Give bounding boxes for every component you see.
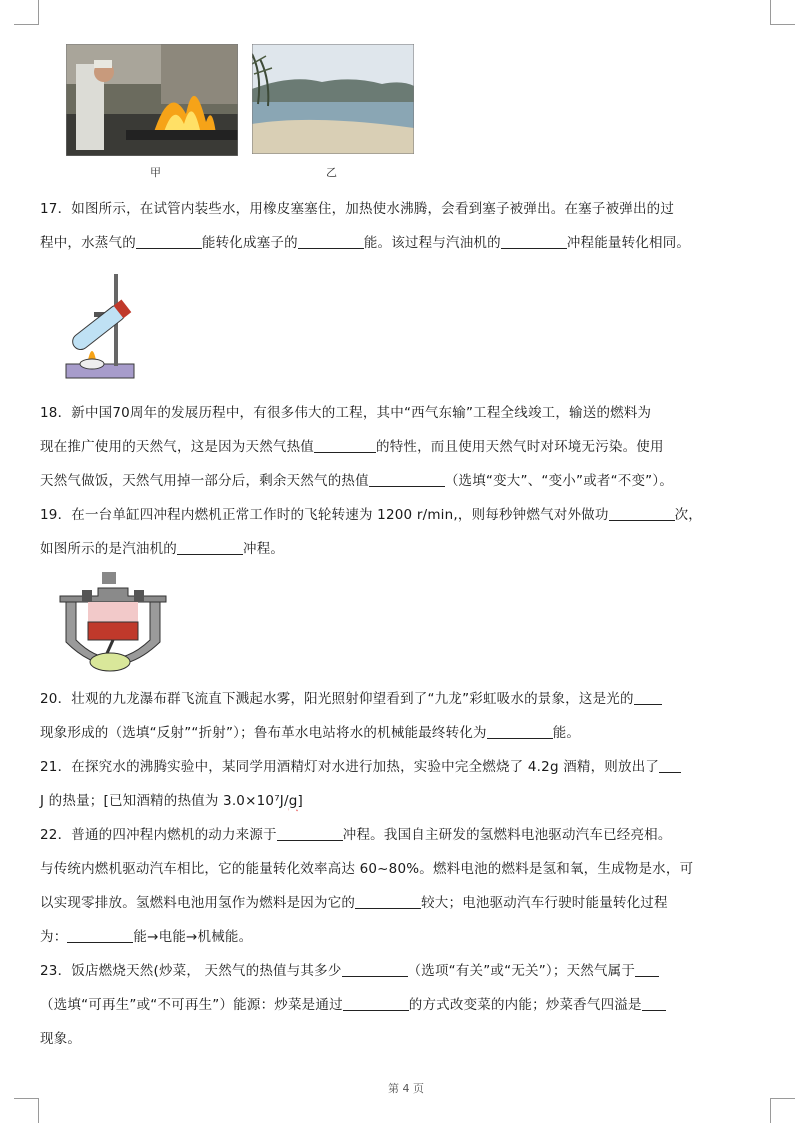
q19-text-2b: 冲程。 [243, 541, 285, 557]
q22-text-1b: 冲程。我国自主研发的氢燃料电池驱动汽车已经亮相。 [342, 827, 672, 843]
answer-blank[interactable] [635, 962, 659, 977]
q23-line-2 [40, 988, 770, 1022]
answer-blank[interactable] [501, 234, 567, 249]
q20-line-1 [40, 682, 770, 716]
q23-line-1 [40, 954, 770, 988]
q22-line-1 [40, 818, 770, 852]
q17-text-1: 17．如图所示，在试管内装些水，用橡皮塞塞住，加热使水沸腾，会看到塞子被弹出。在塞子被弹出的过 [40, 201, 675, 217]
q22-text-4a: 为： [40, 929, 68, 945]
q22-text-3a: 以实现零排放。氢燃料电池用氢作为燃料是因为它的 [40, 895, 356, 911]
page-number: 第 4 页 [388, 1082, 424, 1095]
q22-text-2: 与传统内燃机驱动汽车相比，它的能量转化效率高达 60~80%。燃料电池的燃料是氢和氧，生成物是水，可 [40, 861, 694, 877]
q18-line-1 [40, 396, 770, 430]
q21-text-2c: ] [297, 793, 303, 809]
q22-line-3 [40, 886, 770, 920]
answer-blank[interactable] [355, 894, 421, 909]
q20-text-1: 20．壮观的九龙瀑布群飞流直下溅起水雾，阳光照射仰望看到了“九龙”彩虹吸水的景象，这是光的 [40, 691, 634, 707]
q23-text-1b: （选项“有关”或“无关”）；天然气属于 [407, 963, 636, 979]
q17-line-1 [40, 192, 770, 226]
q19-line-2 [40, 532, 770, 566]
answer-blank[interactable] [277, 826, 343, 841]
answer-blank[interactable] [487, 724, 553, 739]
q23-text-3: 现象。 [40, 1031, 82, 1047]
crop-mark-top-right [770, 0, 795, 25]
answer-blank[interactable] [67, 928, 133, 943]
q21-line-2 [40, 784, 770, 818]
q18-text-3b: （选填“变大”、“变小”或者“不变”）。 [444, 473, 674, 489]
q17-line-2 [40, 226, 770, 260]
q18-line-3 [40, 464, 770, 498]
crop-mark-bottom-left [14, 1098, 39, 1123]
engine-cylinder-figure [58, 572, 168, 678]
answer-blank[interactable] [659, 758, 681, 773]
q18-line-2 [40, 430, 770, 464]
q21-text-1: 21．在探究水的沸腾实验中，某同学用酒精灯对水进行加热，实验中完全燃烧了 4.2g 酒精，则放出了 [40, 759, 660, 775]
beach-photo [252, 44, 414, 154]
q18-text-3a: 天然气做饭，天然气用掉一部分后，剩余天然气的热值 [40, 473, 369, 489]
crop-mark-bottom-right [770, 1098, 795, 1123]
q23-line-3 [40, 1022, 770, 1056]
question-18 [40, 396, 770, 566]
answer-blank[interactable] [298, 234, 364, 249]
question-17 [40, 192, 770, 260]
q19-text-2a: 如图所示的是汽油机的 [40, 541, 177, 557]
answer-blank[interactable] [609, 506, 675, 521]
q21-line-1 [40, 750, 770, 784]
q18-text-1: 18．新中国70周年的发展历程中，有很多伟大的工程，其中“西气东输”工程全线竣工，输送的燃料为 [40, 405, 652, 421]
q20-text-2b: 能。 [552, 725, 581, 741]
q22-line-2 [40, 852, 770, 886]
q19-text-1a: 19．在一台单缸四冲程内燃机正常工作时的飞轮转速为 1200 r/min,，则每秒钟燃气对外做功 [40, 507, 609, 523]
q20-text-2a: 现象形成的（选填“反射”“折射”）；鲁布革水电站将水的机械能最终转化为 [40, 725, 487, 741]
question-20-23 [40, 682, 770, 1056]
q17-text-2a: 程中，水蒸气的 [40, 235, 136, 251]
q21-text-2b: g [288, 793, 298, 809]
q23-text-1a: 23．饭店燃烧天然(炒菜， 天然气的热值与其多少 [40, 963, 342, 979]
q22-text-4b: 能→电能→机械能。 [133, 929, 253, 945]
answer-blank[interactable] [369, 472, 445, 487]
figure-caption-jia: 甲 [150, 166, 161, 179]
q21-text-2a: J 的热量；[已知酒精的热值为 3.0×10⁷J/ [40, 793, 289, 809]
q23-text-2a: （选填“可再生”或“不可再生”）能源：炒菜是通过 [40, 997, 343, 1013]
answer-blank[interactable] [136, 234, 202, 249]
answer-blank[interactable] [343, 996, 409, 1011]
answer-blank[interactable] [177, 540, 243, 555]
crop-mark-top-left [14, 0, 39, 25]
answer-blank[interactable] [642, 996, 666, 1011]
q19-line-1 [40, 498, 770, 532]
q22-text-1a: 22．普通的四冲程内燃机的动力来源于 [40, 827, 277, 843]
answer-blank[interactable] [634, 690, 662, 705]
cooking-photo [66, 44, 238, 156]
q17-text-2b: 能转化成塞子的 [201, 235, 298, 251]
q22-line-4 [40, 920, 770, 954]
q18-text-2b: 的特性，而且使用天然气时对环境无污染。使用 [376, 439, 664, 455]
q22-text-3b: 较大；电池驱动汽车行驶时能量转化过程 [421, 895, 668, 911]
q19-text-1b: 次， [674, 507, 702, 523]
test-tube-heating-figure [58, 268, 142, 384]
q18-text-2a: 现在推广使用的天然气，这是因为天然气热值 [40, 439, 314, 455]
figure-caption-yi: 乙 [326, 166, 337, 179]
q20-line-2 [40, 716, 770, 750]
q17-text-2c: 能。该过程与汽油机的 [363, 235, 501, 251]
answer-blank[interactable] [314, 438, 376, 453]
q17-text-2d: 冲程能量转化相同。 [566, 235, 691, 251]
answer-blank[interactable] [342, 962, 408, 977]
q23-text-2b: 的方式改变菜的内能；炒菜香气四溢是 [408, 997, 642, 1013]
